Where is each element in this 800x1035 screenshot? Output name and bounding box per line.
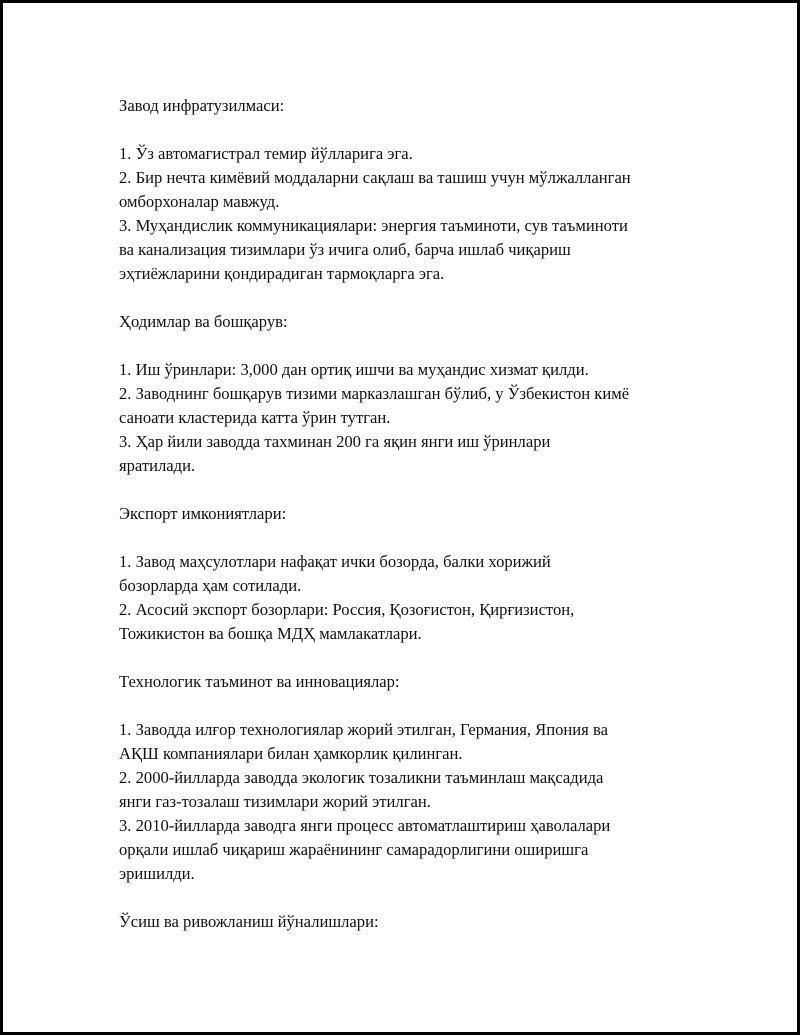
list-item: 2. Бир нечта кимёвий моддаларни сақлаш ва ташиш учун мўлжалланган (119, 168, 631, 187)
list-item-continuation: Тожикистон ва бошқа МДҲ мамлакатлари. (119, 624, 422, 643)
list-item-continuation: яратилади. (119, 456, 196, 475)
list-item-continuation: бозорларда ҳам сотилади. (119, 576, 302, 595)
list-item: 3. 2010-йилларда заводга янги процесс автоматлаштириш ҳаволалари (119, 816, 611, 835)
section-growth (119, 910, 679, 934)
list-item: 1. Иш ўринлари: 3,000 дан ортиқ ишчи ва муҳандис хизмат қилди. (119, 360, 589, 379)
blank-line (119, 694, 679, 718)
section-heading: Экспорт имкониятлари: (119, 504, 287, 523)
list-item: 2. Асосий экспорт бозорлари: Россия, Қозоғистон, Қирғизистон, (119, 600, 575, 619)
list-item-continuation: ва канализация тизимлари ўз ичига олиб, барча ишлаб чиқариш (119, 240, 571, 259)
section-technology (119, 670, 679, 886)
section-staff-management (119, 310, 679, 478)
list-item-continuation: омборхоналар мавжуд. (119, 192, 280, 211)
document-body (119, 94, 679, 934)
blank-line (119, 286, 679, 310)
list-item: 2. Заводнинг бошқарув тизими марказлашган бўлиб, у Ўзбекистон кимё (119, 384, 630, 403)
list-item: 2. 2000-йилларда заводда экологик тозаликни таъминлаш мақсадида (119, 768, 604, 787)
section-export (119, 502, 679, 646)
list-item-continuation: орқали ишлаб чиқариш жараёнининг самарадорлигини оширишга (119, 840, 589, 859)
blank-line (119, 886, 679, 910)
blank-line (119, 526, 679, 550)
blank-line (119, 334, 679, 358)
section-heading: Ҳодимлар ва бошқарув: (119, 312, 288, 331)
list-item-continuation: янги газ-тозалаш тизимлари жорий этилган. (119, 792, 431, 811)
list-item: 1. Заводда илғор технологиялар жорий этилган, Германия, Япония ва (119, 720, 608, 739)
list-item: 3. Ҳар йили заводда тахминан 200 га яқин янги иш ўринлари (119, 432, 551, 451)
list-item-continuation: эҳтиёжларини қондирадиган тармоқларга эга. (119, 264, 445, 283)
blank-line (119, 118, 679, 142)
section-heading: Ўсиш ва ривожланиш йўналишлари: (119, 912, 379, 931)
blank-line (119, 478, 679, 502)
list-item: 1. Завод маҳсулотлари нафақат ички бозорда, балки хорижий (119, 552, 551, 571)
blank-line (119, 646, 679, 670)
section-heading: Завод инфратузилмаси: (119, 96, 285, 115)
list-item: 3. Муҳандислик коммуникациялари: энергия таъминоти, сув таъминоти (119, 216, 628, 235)
list-item-continuation: АҚШ компаниялари билан ҳамкорлик қилинган. (119, 744, 463, 763)
section-infrastructure (119, 94, 679, 286)
list-item-continuation: саноати кластерида катта ўрин тутган. (119, 408, 391, 427)
list-item: 1. Ўз автомагистрал темир йўлларига эга. (119, 144, 413, 163)
section-heading: Технологик таъминот ва инновациялар: (119, 672, 400, 691)
list-item-continuation: эришилди. (119, 864, 195, 883)
